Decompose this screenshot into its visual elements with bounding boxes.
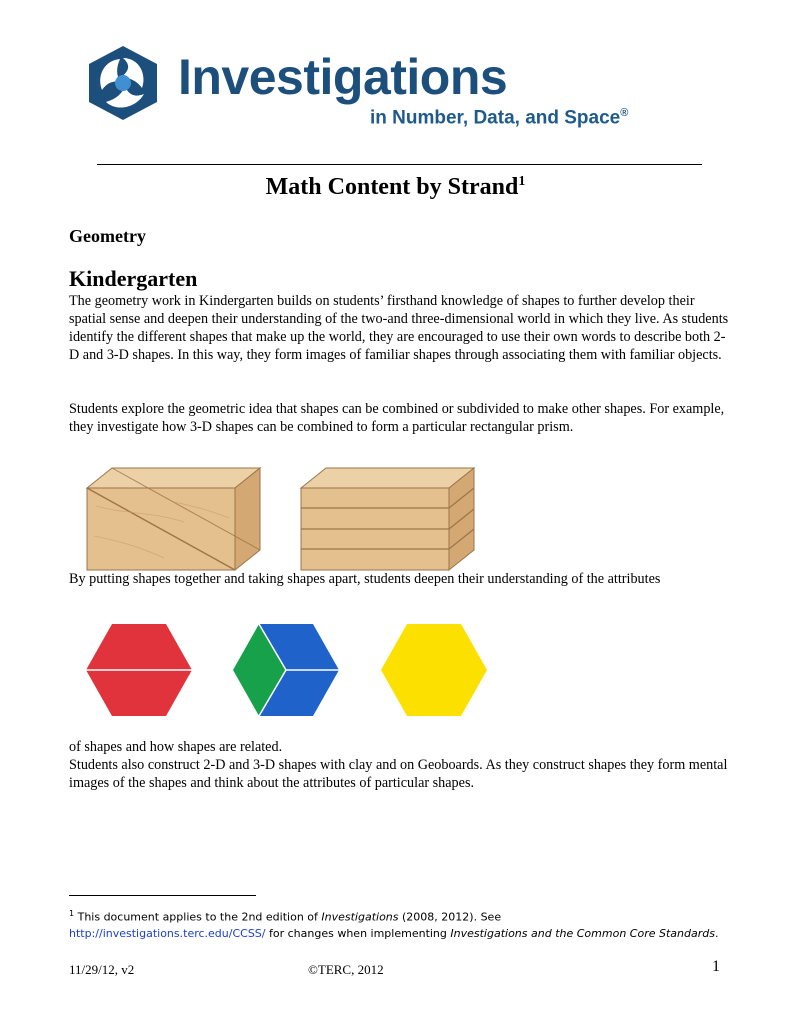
footnote-divider	[69, 895, 256, 896]
footer-copyright: ©TERC, 2012	[308, 962, 384, 977]
strand-heading: Geometry	[69, 226, 146, 246]
intro-paragraph: The geometry work in Kindergarten builds on students’ firsthand knowledge of shapes to further develop their spatial sense and deepen their understanding of the two-and three-dimensional world in which they live. As students identify the different shapes that make up the world, they are encouraged to use their own words to describe both 2-D and 3-D shapes. In this way, they form images of familiar shapes through associating them with familiar objects.	[69, 293, 729, 363]
investigations-logo-mark-icon	[84, 44, 162, 122]
layered-prism-figure	[298, 466, 478, 572]
logo-title: Investigations	[178, 49, 508, 105]
explore-paragraph: Students explore the geometric idea that shapes can be combined or subdivided to make other shapes. For example, they investigate how 3-D shapes can be combined to form a particular rectangular prism.	[69, 401, 725, 435]
grade-heading: Kindergarten	[69, 266, 198, 291]
title-footnote-mark: 1	[518, 174, 526, 189]
construct-paragraph-line1: of shapes and how shapes are related.	[69, 739, 283, 755]
footnote: $^1$ This document applies to the 2nd edition of Investigations (2008, 2012). See http://investigations.terc.edu/CCSS/ for changes when implementing Investigations and the Common Core Standards.	[69, 909, 719, 940]
page-title: Math Content by Strand$^1$	[265, 174, 526, 200]
construct-paragraph-body: Students also construct 2-D and 3-D shapes with clay and on Geoboards. As they construct shapes they form mental images of the shapes and think about the attributes of particular shapes.	[69, 757, 728, 791]
yellow-hexagon-figure	[379, 622, 489, 718]
red-trapezoid-hexagon-figure	[84, 622, 194, 718]
construct-paragraph	[69, 738, 729, 792]
attributes-sentence: By putting shapes together and taking shapes apart, students deepen their understanding of the attributes	[69, 571, 661, 587]
header-divider	[97, 164, 702, 165]
ccss-link[interactable]: http://investigations.terc.edu/CCSS/	[69, 926, 266, 940]
page-number: 1	[712, 958, 720, 975]
footnote-mark: 1	[69, 909, 75, 918]
footer-date: 11/29/12, v2	[69, 962, 135, 977]
logo-subtitle: in Number, Data, and Space®	[370, 107, 629, 129]
split-prism-figure	[84, 466, 264, 572]
rhombus-hexagon-figure	[231, 622, 341, 718]
